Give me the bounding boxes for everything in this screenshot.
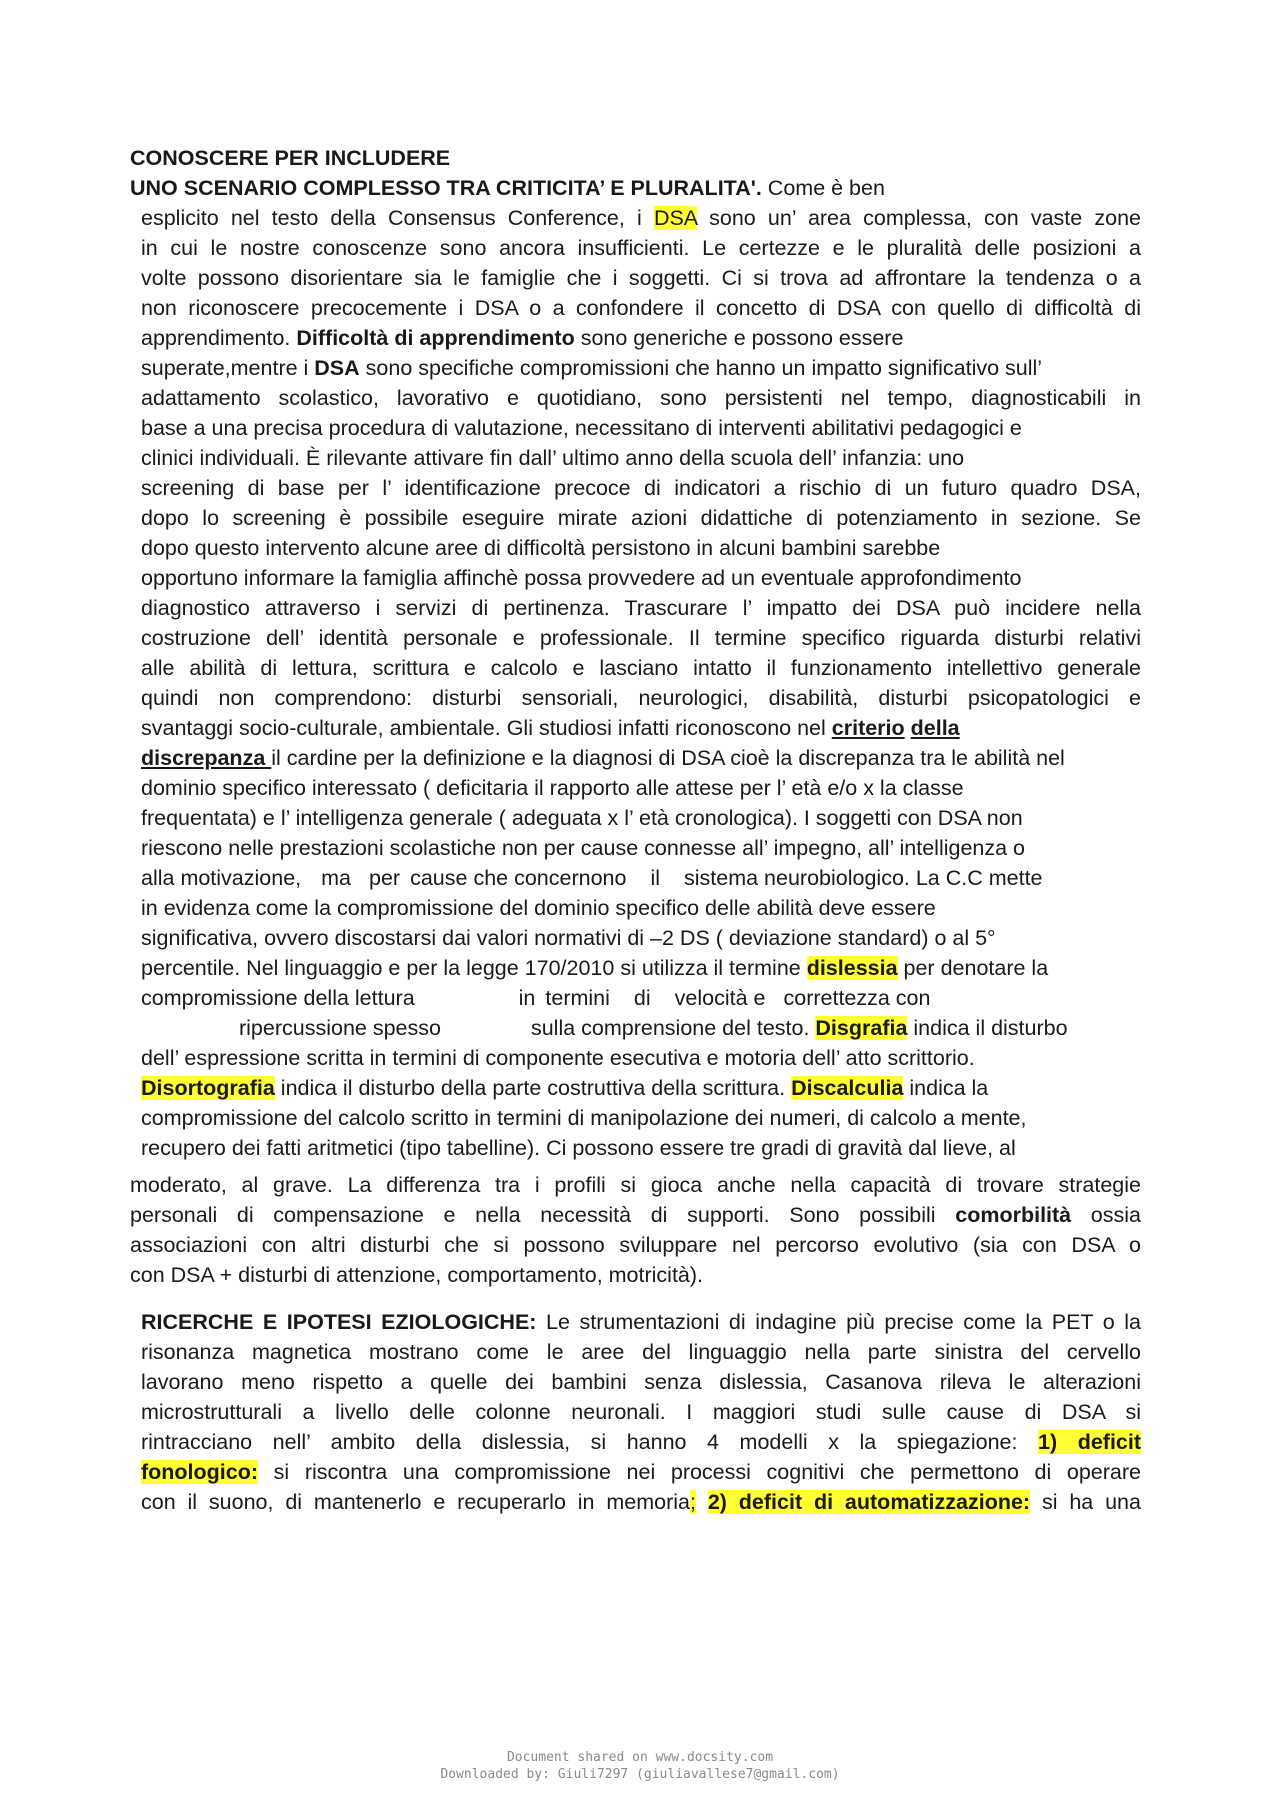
footer-downloaded: Downloaded by: Giuli7297 (giuliavallese7@gmail.com): [440, 1767, 840, 1782]
paragraph-line: dell’ espressione scritta in termini di componente esecutiva e motoria dell’ atto scrittorio.: [141, 1046, 975, 1070]
paragraph-line: in cui le nostre conoscenze sono ancora insufficienti. Le certezze e le pluralità delle posizioni a: [141, 236, 1141, 260]
document-title: CONOSCERE PER INCLUDERE: [130, 146, 451, 170]
bold-term: comorbilità: [955, 1203, 1072, 1227]
underlined-term: criterio: [831, 716, 905, 740]
section-heading: UNO SCENARIO COMPLESSO TRA CRITICITA’ E PLURALITA'.: [130, 176, 762, 200]
underlined-term: della: [910, 716, 960, 740]
paragraph-line: personali di compensazione e nella necessità di supporti. Sono possibili comorbilità ossia: [130, 1203, 1141, 1227]
paragraph-line: UNO SCENARIO COMPLESSO TRA CRITICITA’ E PLURALITA'. Come è ben: [130, 176, 885, 200]
highlight-disortografia: Disortografia: [141, 1076, 275, 1100]
bold-term: Difficoltà di apprendimento: [296, 326, 575, 350]
paragraph-line: riescono nelle prestazioni scolastiche non per cause connesse all’ impegno, all’ intelligenza o: [141, 836, 1026, 860]
paragraph-line: esplicito nel testo della Consensus Conference, i DSA sono un’ area complessa, con vaste zone: [141, 206, 1141, 230]
paragraph-line: Disortografia indica il disturbo della parte costruttiva della scrittura. Discalculia indica la: [141, 1076, 989, 1100]
paragraph-line: opportuno informare la famiglia affinchè possa provvedere ad un eventuale approfondimento: [141, 566, 1022, 590]
highlight-dislessia: dislessia: [806, 956, 898, 980]
paragraph-line: screening di base per l’ identificazione precoce di indicatori a rischio di un futuro quadro DSA,: [141, 476, 1141, 500]
paragraph-line: compromissione della lettura in termini di velocità e correttezza con: [141, 986, 931, 1010]
paragraph-line: dopo lo screening è possibile eseguire mirate azioni didattiche di potenziamento in sezione. Se: [141, 506, 1141, 530]
paragraph-line: apprendimento. Difficoltà di apprendimento sono generiche e possono essere: [141, 326, 904, 350]
paragraph-line: con il suono, di mantenerlo e recuperarlo in memoria; 2) deficit di automatizzazione: si ha una: [141, 1490, 1141, 1514]
paragraph-line: svantaggi socio-culturale, ambientale. Gli studiosi infatti riconoscono nel criterio della: [141, 716, 960, 740]
paragraph-line: alla motivazione, ma per cause che concernono il sistema neurobiologico. La C.C mette: [141, 866, 1043, 890]
paragraph-line: recupero dei fatti aritmetici (tipo tabelline). Ci possono essere tre gradi di gravità dal lieve, al: [141, 1136, 1016, 1160]
highlight-fonologico: fonologico:: [141, 1460, 259, 1484]
paragraph-line: risonanza magnetica mostrano come le aree del linguaggio nella parte sinistra del cervello: [141, 1340, 1141, 1364]
paragraph-line: frequentata) e l’ intelligenza generale ( adeguata x l’ età cronologica). I soggetti con DSA non: [141, 806, 1023, 830]
section-heading: RICERCHE E IPOTESI EZIOLOGICHE:: [141, 1310, 537, 1334]
paragraph-line: adattamento scolastico, lavorativo e quotidiano, sono persistenti nel tempo, diagnosticabili in: [141, 386, 1141, 410]
paragraph-line: microstrutturali a livello delle colonne neuronali. I maggiori studi sulle cause di DSA si: [141, 1400, 1141, 1424]
paragraph-line: moderato, al grave. La differenza tra i profili si gioca anche nella capacità di trovare strategie: [130, 1173, 1141, 1197]
paragraph-line: base a una precisa procedura di valutazione, necessitano di interventi abilitativi pedagogici e: [141, 416, 1022, 440]
footer-shared: Document shared on www.docsity.com: [506, 1750, 774, 1765]
highlight-disgrafia: Disgrafia: [815, 1016, 908, 1040]
paragraph-line: volte possono disorientare sia le famiglie che i soggetti. Ci si trova ad affrontare la tendenza o a: [141, 266, 1141, 290]
paragraph-line: compromissione del calcolo scritto in termini di manipolazione dei numeri, di calcolo a mente,: [141, 1106, 1027, 1130]
paragraph-line: in evidenza come la compromissione del dominio specifico delle abilità deve essere: [141, 896, 936, 920]
paragraph-line: percentile. Nel linguaggio e per la legge 170/2010 si utilizza il termine dislessia per denotare la: [141, 956, 1049, 980]
paragraph-line: alle abilità di lettura, scrittura e calcolo e lasciano intatto il funzionamento intellettivo generale: [141, 656, 1141, 680]
paragraph-line: significativa, ovvero discostarsi dai valori normativi di –2 DS ( deviazione standard) o al 5°: [141, 926, 996, 950]
paragraph-line: con DSA + disturbi di attenzione, comportamento, motricità).: [130, 1263, 704, 1287]
paragraph-line: lavorano meno rispetto a quelle dei bambini senza dislessia, Casanova rileva le alterazioni: [141, 1370, 1141, 1394]
paragraph-line: quindi non comprendono: disturbi sensoriali, neurologici, disabilità, disturbi psicopatologici e: [141, 686, 1141, 710]
paragraph-line: diagnostico attraverso i servizi di pertinenza. Trascurare l’ impatto dei DSA può incidere nella: [141, 596, 1141, 620]
paragraph-line: RICERCHE E IPOTESI EZIOLOGICHE: Le strumentazioni di indagine più precise come la PET o la: [141, 1310, 1141, 1334]
paragraph-line: clinici individuali. È rilevante attivare fin dall’ ultimo anno della scuola dell’ infanzia: uno: [141, 446, 965, 470]
highlight-automatizzazione: 2) deficit di automatizzazione:: [707, 1490, 1031, 1514]
paragraph-line: costruzione dell’ identità personale e professionale. Il termine specifico riguarda disturbi relativi: [141, 626, 1141, 650]
paragraph-line: dominio specifico interessato ( deficitaria il rapporto alle attese per l’ età e/o x la classe: [141, 776, 964, 800]
highlight-dsa: DSA: [653, 206, 697, 230]
paragraph-line: discrepanza il cardine per la definizione e la diagnosi di DSA cioè la discrepanza tra le abilità nel: [141, 746, 1065, 770]
paragraph-line: non riconoscere precocemente i DSA o a confondere il concetto di DSA con quello di difficoltà di: [141, 296, 1141, 320]
paragraph-line: dopo questo intervento alcune aree di difficoltà persistono in alcuni bambini sarebbe: [141, 536, 941, 560]
underlined-term: discrepanza: [141, 746, 272, 770]
highlight-discalculia: Discalculia: [791, 1076, 904, 1100]
paragraph-line: superate,mentre i DSA sono specifiche compromissioni che hanno un impatto significativo sull’: [141, 356, 1043, 380]
highlight-deficit: 1) deficit: [1038, 1430, 1142, 1454]
paragraph-line: fonologico: si riscontra una compromissione nei processi cognitivi che permettono di operare: [141, 1460, 1141, 1484]
bold-term: DSA: [314, 356, 360, 380]
paragraph-line: associazioni con altri disturbi che si possono sviluppare nel percorso evolutivo (sia con DSA o: [130, 1233, 1141, 1257]
paragraph-line: rintracciano nell’ ambito della dislessia, si hanno 4 modelli x la spiegazione: 1) deficit: [141, 1430, 1142, 1454]
paragraph-line: ripercussione spesso sulla comprensione del testo. Disgrafia indica il disturbo: [239, 1016, 1068, 1040]
